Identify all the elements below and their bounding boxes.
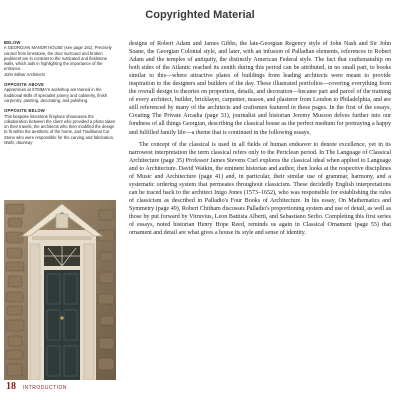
caption-credit: John Milner Architects	[4, 71, 46, 77]
caption-text: Apprentices at STMMA's workshop are trained in the traditional skills of specialist joinery and cabinetry, finish carpentry, painting, decorating, and polishing.	[4, 87, 108, 103]
copyright-watermark: Copyrighted Material	[145, 9, 255, 21]
caption-opposite-above	[4, 82, 116, 103]
caption-text: A GEORGIAN MANOR HOUSE (see page 181). Precisely carved from limestone, the door surround and broken pediment are in contrast to the rusticated and fieldstone walls, which aids in highlighting the importance of the entrance.	[4, 45, 112, 72]
caption-heading: OPPOSITE ABOVE	[4, 82, 45, 88]
body-text	[129, 40, 391, 237]
caption-below	[4, 40, 116, 77]
page-number: 18	[6, 381, 16, 392]
paragraph: designs of Robert Adam and James Gibbs, the late-Georgian Regency style of John Nash and Sir John Soane, the Georgian Colonial style, and later, with an infusion of Palladian elements, references to Robert Adam and the temples of antiquity, the distinctly American Federal style. The fact that craftsmanship on both sides of the Atlantic reached its zenith during this period can be attributed, in no small part, to books similar to this—where attractive plates of buildings from leading architects were meant to provide inspiration to the designers and builders of the day. These illustrated portfolios—covering everything from the overall design to theories on proportion, details, and decoration—became part and parcel of the training of every architect, builder, bricklayer, carpenter, mason, and plasterer from London to Philadelphia, and are still referenced by many of the architects and craftsmen featured in these pages. In the first of the essays, Creating The Private Arcadia (page 31), journalist and historian Jeremy Musson delves further into our fondness of all things Georgian, describing the classical house as the perfect medium for portraying a happy and fulfilled family life—a theme that is continued in the following essays.	[129, 41, 391, 136]
caption-text: This bespoke limestone fireplace showcases the collaboration between the client who provided a photo taken on their travels, the architects who then modified the design to fit within the aesthetic of the home, and Traditional Cut Stone who were responsible for the carving and fabrication.	[4, 113, 116, 140]
caption-credit: Walls, doorway	[4, 140, 33, 146]
manor-house-door-photo	[4, 200, 116, 380]
caption-heading: BELOW	[4, 40, 21, 45]
caption-heading: OPPOSITE BELOW	[4, 108, 45, 114]
paragraph: The concept of the classical is used in all fields of human endeavor to denote excellence, yet in its narrowest interpretation the term classical refers only to the Periclean period. In The Language of Classical Architecture (page 35) Professor James Stevens Curl explores the classical ideal when applied to Language and to Architecture. David Watkin, the eminent historian and author, then looks at the respective disciplines of Music and Architecture (page 41) and, in particular, their similar use of grammar, harmony, and a systematic ordering system that permeates throughout classicism. These decidedly English interpretations can be traced back to the architect Inigo Jones (1573–1652), who was responsible for establishing the rules of classicism as described in Palladio's Four Books of Architecture. In his essay, On Mathematics and Symmetry (page 49), Robert Chitham discusses Palladio's proportioning system and use of detail, as well as those by put forward by Vitruvius, Leon Battista Alberti, and Sebastiano Serlio. Completing this first series of essays, noted historian Henry Hope Reed, reminds us again in Classical Ornament (page 55) that ornament and detail are what gives a house its style and sense of identity.	[129, 141, 391, 237]
caption-column	[4, 40, 116, 150]
caption-opposite-below	[4, 108, 116, 145]
page-footer	[6, 381, 67, 392]
section-title: INTRODUCTION	[22, 385, 68, 391]
